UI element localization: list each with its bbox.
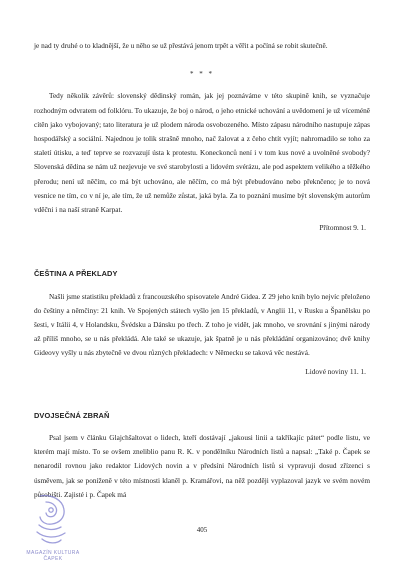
section1-source: Přítomnost 9. 1. (319, 223, 366, 233)
intro-paragraph: je nad ty druhé o to kladnější, že u něho se už přestává jenom trpět a věřit a počíná se robit skutečně. (34, 41, 328, 50)
stamp-logo-icon (30, 492, 72, 552)
section3-heading: DVOJSEČNÁ ZBRAŇ (34, 410, 110, 420)
page-number: 405 (196, 526, 208, 534)
section2-heading: ČEŠTINA A PŘEKLADY (34, 269, 118, 279)
section2-paragraph: Našli jsme statistiku překladů z francouzského spisovatele André Gidea. Z 29 jeho knih bylo nejvíc přeloženo do češtiny a němčiny: 21 knih. Ve Spojených státech vyšlo jen 15 překladů, v Anglii 11, v Rusku a Španělsku po šesti, v Itálii 4, v Holandsku, Švédsku a Dánsku po třech. Z toho je vidět, jak mnoho, ve srovnání s jinými národy až příliš mnoho, se u nás překládá. Ale také se ukazuje, jak špatně je u nás překládání organizováno; dvě knihy Gideovy vyšly u nás zbytečně ve dvou různých překladech: v Německu se taková věc nestává. (34, 291, 370, 358)
section1-paragraph: Tedy několik závěrů: slovenský dědinský román, jak jej poznáváme v této skupině knih, se vyznačuje rozhodným odvratem od folklóru. To ukazuje, že boj o národ, o jeho etnické uchování a uvědomení je už víceméně cítěn jako vybojovaný; tato literatura je už plodem národa osvobozeného. Místo zápasu národního nastupuje zápas hospodářský a sociální. Najednou je tolik strašně mnoho, nač žalovat a z čeho chtít vyjít; nahromadilo se toho za staletí útisku, a teď teprve se rozvazují ústa k protestu. Koneckonců není i v tom kus nové a uvolněné svobody? Slovenská dědina se nám už nezjevuje ve své starobylosti a lidovém svérázu, ale pod aspektem velikého a těžkého přerodu; není už něčím, co má být uchováno, ale něčím, co má být přebudováno nebo překnčeno; je to nová vesnice ne tím, co v ní je, ale tím, že už nemůže zůstat, jaká byla. Za to poznání musíme být slovenským autorům vděčni i na naší straně Karpat. (34, 91, 370, 215)
section-separator: * * * (190, 70, 214, 79)
section3-paragraph: Psal jsem v článku Glajchšaltovat o lidech, kteří dostávají „jakousi linii a takříkajíc pátet“ podle listu, ve kterém mají místo. To se ovšem zneliblio panu R. K. v pondělníku Národních listů a napsal: „Také p. Čapek se nenarodil rovnou jako redaktor Lidových novin a v předsíni Národních listů si vypravuji dosud zřízenci s úsměvem, jak se poníženě v této místnosti klaněl p. Kramářovi, na něž později vyplazoval jazyk ve svém novém působišti. Zajisté i p. Čapek má (34, 433, 370, 499)
section2-source: Lidové noviny 11. 1. (305, 366, 366, 376)
watermark-text: MAGAZÍN KULTURA ČAPEK (26, 550, 80, 562)
page-content (34, 39, 370, 502)
